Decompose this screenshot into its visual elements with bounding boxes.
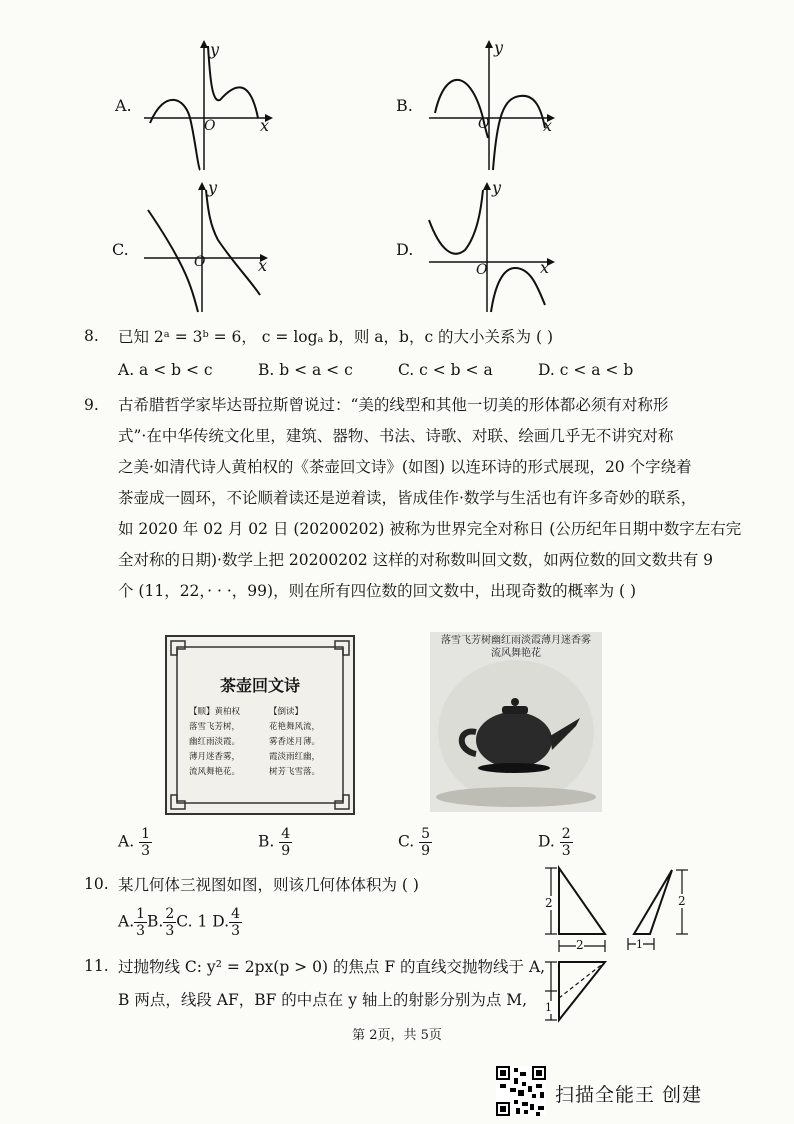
graph-label-d: D.: [396, 240, 414, 259]
q10-stem: 某几何体三视图如图，则该几何体体积为 ( ): [118, 876, 419, 894]
graph-b-y: y: [494, 38, 504, 57]
poem-right-head: 【倒读】: [269, 707, 304, 717]
q8-option-d: D. c < a < b: [538, 361, 634, 379]
q9-option-d-frac: $\frac{2}{3}$: [561, 826, 571, 859]
graph-d-origin: O: [476, 262, 488, 278]
q9-option-a-label: A.: [118, 832, 135, 851]
q10-option-a-frac: $\frac{1}{3}$: [136, 906, 146, 939]
poem-title: 茶壶回文诗: [219, 676, 300, 695]
q9-option-c-label: C.: [398, 832, 415, 851]
q11-line-2: B 两点，线段 AF，BF 的中点在 y 轴上的射影分别为点 M,: [118, 991, 528, 1009]
graph-label-c: C.: [112, 240, 129, 259]
side-height-label: 2: [678, 894, 686, 908]
poem-line: 树芳飞雪落。: [269, 767, 321, 777]
front-height-label: 2: [545, 896, 553, 910]
poem-line: 流风舞艳花。: [189, 767, 241, 777]
graph-d: [425, 180, 565, 315]
graph-b-origin: O: [478, 116, 490, 132]
graph-a-x: x: [260, 116, 270, 135]
graph-a-y: y: [210, 40, 220, 59]
q9-line: 古希腊哲学家毕达哥拉斯曾说过：“美的线型和其他一切美的形体都必须有对称形: [118, 396, 669, 414]
front-width-label: 2: [576, 938, 584, 952]
page-footer: 第 2页，共 5页: [352, 1028, 442, 1043]
q8-option-a: A. a < b < c: [118, 361, 213, 379]
q10-option-a: A.: [118, 912, 135, 931]
q11-number: 11.: [84, 957, 109, 975]
q9-option-a: [118, 826, 152, 859]
graph-c-origin: O: [194, 254, 206, 270]
q11-line-1: 过抛物线 C: y² = 2px(p > 0) 的焦点 F 的直线交抛物线于 A,: [118, 958, 546, 976]
teapot-ring-text: 落雪飞芳树幽红雨淡霞薄月迷香雾流风舞艳花: [441, 635, 591, 659]
q9-number: 9.: [84, 396, 99, 414]
poem-right: [269, 705, 320, 780]
q9-line: 个 (11，22，· · ·，99)，则在所有四位数的回文数中，出现奇数的概率为 ( ): [118, 582, 637, 600]
q9-option-c-frac: $\frac{5}{9}$: [421, 826, 431, 859]
side-width-label: 1: [636, 938, 643, 951]
poem-line: 花艳舞风流，: [269, 722, 321, 732]
graph-d-y: y: [492, 178, 502, 197]
graph-d-x: x: [540, 258, 550, 277]
q9-option-d: [538, 826, 573, 859]
poem-picture: [165, 635, 355, 815]
q9-option-b-frac: $\frac{4}{9}$: [281, 826, 291, 859]
q9-option-b-label: B.: [258, 832, 275, 851]
poem-line: 薄月迷香雾，: [189, 752, 241, 762]
q9-line: 茶壶成一圆环，不论顺着读还是逆着读，皆成佳作·数学与生活也有许多奇妙的联系，: [118, 489, 697, 507]
qr-code-icon: [496, 1066, 546, 1116]
q10-option-d-frac: $\frac{4}{3}$: [231, 906, 240, 939]
poem-left: [189, 705, 240, 780]
graph-label-b: B.: [396, 96, 413, 115]
q8-number: 8.: [84, 327, 99, 345]
three-view-top: [535, 958, 615, 1024]
q10-number: 10.: [84, 875, 109, 893]
scanner-watermark: 扫描全能王 创建: [555, 1084, 703, 1106]
graph-label-a: A.: [115, 96, 132, 115]
graph-b-x: x: [543, 116, 553, 135]
three-view-side: [620, 862, 700, 954]
q10-option-b-frac: $\frac{2}{3}$: [165, 906, 175, 939]
q9-line: 式”·在中华传统文化里，建筑、器物、书法、诗歌、对联、绘画几乎无不讲究对称: [118, 427, 674, 445]
q8-option-c: C. c < b < a: [398, 361, 493, 379]
poem-line: 雾香迷月薄。: [269, 737, 321, 747]
graph-c: [140, 180, 280, 315]
graph-c-x: x: [258, 256, 268, 275]
graph-a-origin: O: [204, 118, 216, 134]
poem-left-head: 【顺】黄柏权: [189, 707, 241, 717]
q10-option-c: C. 1: [176, 912, 208, 931]
q8-option-b: B. b < a < c: [258, 361, 353, 379]
q10-option-b: B.: [147, 912, 164, 931]
graph-c-y: y: [208, 178, 218, 197]
poem-line: 幽红雨淡霞。: [189, 737, 241, 747]
q10-options: [118, 906, 242, 939]
top-height-label: 1: [545, 1001, 552, 1014]
graph-b: [425, 38, 565, 173]
poem-line: 落雪飞芳树，: [189, 722, 241, 732]
q9-line: 之美·如清代诗人黄柏权的《茶壶回文诗》(如图) 以连环诗的形式展现，20 个字绕着: [118, 458, 692, 476]
teapot-picture: [430, 632, 602, 812]
q9-stem: [118, 390, 742, 607]
q9-option-d-label: D.: [538, 832, 555, 851]
q9-option-a-frac: $\frac{1}{3}$: [141, 826, 150, 859]
q9-line: 全对称的日期)·数学上把 20200202 这样的对称数叫回文数，如两位数的回文数共有 9: [118, 551, 714, 569]
poem-line: 霞淡雨红幽，: [269, 752, 321, 762]
q8-stem: 已知 2ᵃ = 3ᵇ = 6， c = logₐ b，则 a，b，c 的大小关系为 ( ): [118, 328, 554, 346]
q10-option-d: D.: [212, 912, 230, 931]
q9-option-b: [258, 826, 292, 859]
q9-line: 如 2020 年 02 月 02 日 (20200202) 被称为世界完全对称日 (公历纪年日期中数字左右完: [118, 520, 742, 538]
q9-option-c: [398, 826, 432, 859]
